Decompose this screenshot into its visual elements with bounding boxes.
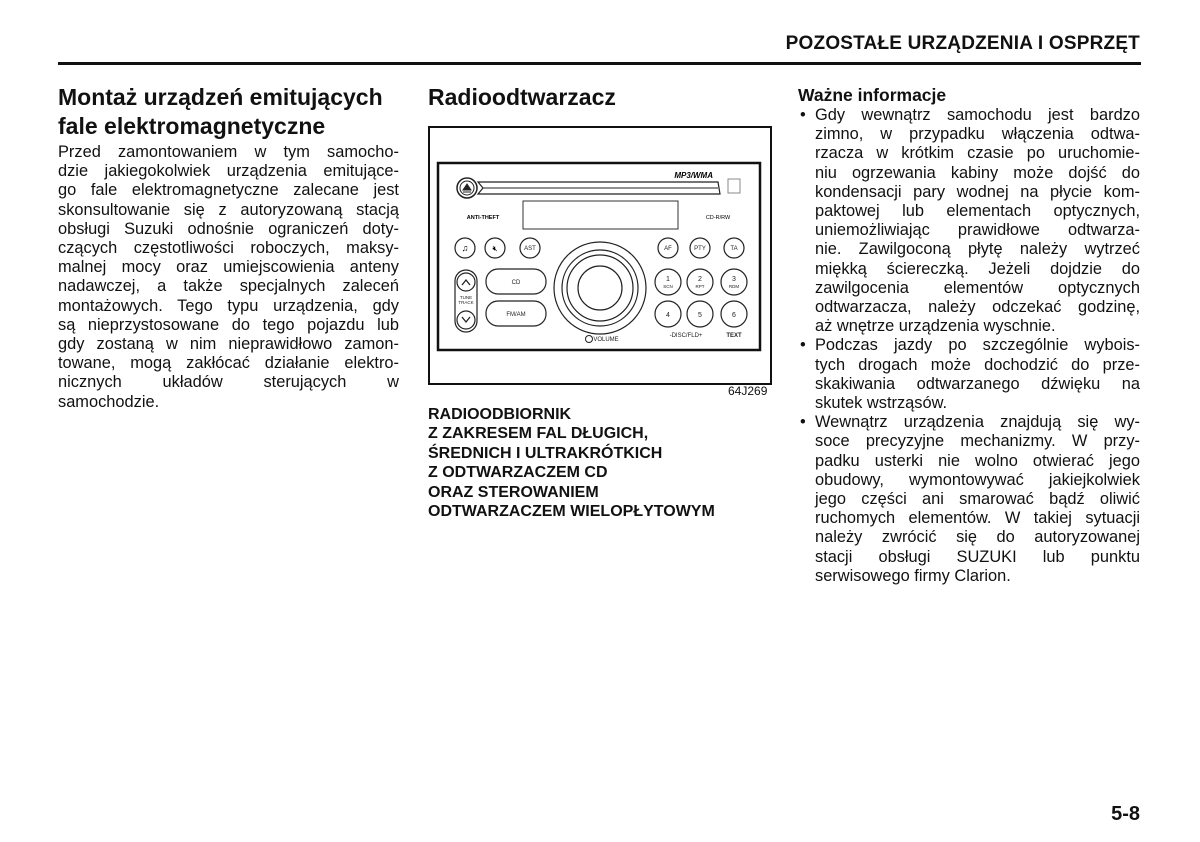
page-number: 5-8	[1111, 803, 1140, 825]
anti-theft-label: ANTI-THEFT	[466, 215, 500, 221]
text-line: aż wnętrze urządzenia wyschnie.	[815, 317, 1056, 336]
text-line: serwisowego firmy Clarion.	[815, 566, 1011, 585]
radio-figure	[428, 126, 772, 385]
header-rule	[58, 62, 1141, 65]
right-heading: Ważne informacje	[798, 85, 947, 105]
text-line: Wewnątrz urządzenia znajdują się wy-	[815, 413, 1140, 432]
mute-icon: 🔇︎	[492, 244, 498, 253]
figure-code: 64J269	[728, 384, 768, 398]
preset-5-label: 5	[698, 312, 702, 319]
text-line: go fale elektromagnetyczne zalecane jest	[58, 181, 399, 200]
cd-rw-label: CD-R/RW	[705, 215, 731, 221]
bullet-icon: •	[800, 336, 806, 355]
text-line: Podczas jazdy po szczególnie wybois-	[815, 336, 1140, 355]
rdm-label: RDM	[728, 284, 740, 289]
preset-6-label: 6	[732, 312, 736, 319]
text-line: ruchomych elementów. W takiej sytuacji	[815, 509, 1140, 528]
text-line: nadawczej, a także specjalnych zaleceń	[58, 277, 399, 296]
ast-label: AST	[524, 246, 536, 252]
bullet-item	[798, 336, 1140, 413]
text-line: miękką ściereczką. Jeżeli dojdzie do	[815, 259, 1140, 278]
left-heading-line: fale elektromagnetyczne	[58, 113, 326, 139]
ta-label: TA	[730, 246, 738, 252]
caption-line: ODTWARZACZEM WIELOPŁYTOWYM	[428, 503, 715, 521]
music-note-icon: ♫	[461, 243, 469, 253]
text-line: zimno, w przypadku włączenia odtwa-	[815, 125, 1140, 144]
text-line: tych drogach może dochodzić do prze-	[815, 355, 1140, 374]
caption-line: ŚREDNICH I ULTRAKRÓTKICH	[428, 444, 663, 462]
bullet-icon: •	[800, 106, 806, 124]
text-line: kondensacji pary wodnej na płycie kom-	[815, 182, 1140, 201]
radio-caption	[428, 405, 715, 521]
text-line: samochodzie.	[58, 392, 160, 411]
text-line: skutek wstrząsów.	[815, 394, 948, 413]
text-line: zawilgocenia elementów optycznych	[815, 278, 1140, 297]
volume-label: VOLUME	[593, 337, 619, 343]
pty-label: PTY	[694, 246, 706, 252]
text-line: montażowych. Tego typu urządzenia, gdy	[58, 296, 399, 315]
caption-line: RADIOODBIORNIK	[428, 406, 572, 423]
text-line: należy zwrócić się do autoryzowanej	[815, 528, 1140, 547]
track-label: TRACK	[458, 300, 474, 305]
display-window	[523, 201, 678, 229]
caption-line: Z ODTWARZACZEM CD	[428, 464, 608, 482]
text-line: paktowej lub elementach optycznych,	[815, 202, 1140, 221]
text-line: soce precyzyjne mechanizmy. W przy-	[815, 432, 1140, 451]
eject-button	[457, 178, 477, 198]
preset-3-label: 3	[732, 276, 736, 283]
disc-fld-label: -DISC/FLD+	[669, 333, 703, 339]
text-line: obudowy, wymontowywać jakiejkolwiek	[815, 470, 1140, 489]
text-line: odtwarzacza, należy odczekać godzinę,	[815, 298, 1140, 317]
text-line: malnej mocy oraz umiejscowienia anteny	[58, 258, 399, 277]
text-label: TEXT	[726, 333, 742, 339]
text-line: niu ogrzewania kabiny może dojść do	[815, 163, 1140, 182]
caption-line: Z ZAKRESEM FAL DŁUGICH,	[428, 425, 649, 443]
text-line: gdy zostaną w nim nieprawidłowo zamon-	[58, 335, 399, 354]
text-line: Przed zamontowaniem w tym samocho-	[58, 143, 399, 161]
middle-heading: Radioodtwarzacz	[428, 84, 616, 110]
text-line: rzacza w krótkim czasie po uruchomie-	[815, 144, 1140, 163]
text-line: są nieprzystosowane do tego pojazdu lub	[58, 315, 399, 334]
preset-1-label: 1	[666, 276, 670, 283]
tune-label: TUNE	[459, 295, 473, 300]
text-line: nicznych układów sterujących w	[58, 373, 399, 392]
left-body-text	[58, 143, 399, 412]
text-line: nie. Zawilgoconą płytę należy wytrzeć	[815, 240, 1140, 259]
section-title: POZOSTAŁE URZĄDZENIA I OSPRZĘT	[785, 33, 1140, 54]
scn-label: SCN	[663, 284, 673, 289]
text-line: czących częstotliwości roboczych, maksy-	[58, 239, 399, 258]
cd-label: CD	[511, 280, 521, 286]
text-line: padku usterki nie wolno otwierać jego	[815, 451, 1140, 470]
text-line: skonsultowanie się z autoryzowaną stacją	[58, 200, 399, 219]
af-label: AF	[664, 246, 672, 252]
text-line: towane, mogą zakłócać działanie elektro-	[58, 354, 399, 373]
left-heading	[58, 83, 383, 141]
text-line: obsługi Suzuki odnośnie ograniczeń doty-	[58, 219, 399, 238]
text-line: jego części ani smarować bądź oliwić	[815, 490, 1140, 509]
text-line: stacji obsługi SUZUKI lub punktu	[815, 547, 1140, 566]
rpt-label: RPT	[695, 284, 705, 289]
fm-am-label: FM/AM	[506, 312, 526, 318]
text-line: skakiwania odtwarzanego dźwięku na	[815, 374, 1140, 393]
bullet-icon: •	[800, 413, 806, 432]
bullet-item	[798, 413, 1140, 586]
preset-4-label: 4	[666, 312, 670, 319]
text-line: dzie jakiegokolwiek urządzenia emitujące-	[58, 162, 399, 181]
caption-line: ORAZ STEROWANIEM	[428, 483, 599, 501]
mp3-wma-logo: MP3/WMA	[674, 171, 713, 180]
bullet-item	[798, 106, 1140, 336]
text-line: Gdy wewnątrz samochodu jest bardzo	[815, 106, 1140, 124]
cd-logo-icon	[728, 179, 740, 193]
left-heading-line: Montaż urządzeń emitujących	[58, 84, 383, 110]
text-line: uniemożliwiając prawidłowe odtwarza-	[815, 221, 1140, 240]
right-bullet-list	[798, 106, 1140, 586]
preset-2-label: 2	[698, 276, 702, 283]
